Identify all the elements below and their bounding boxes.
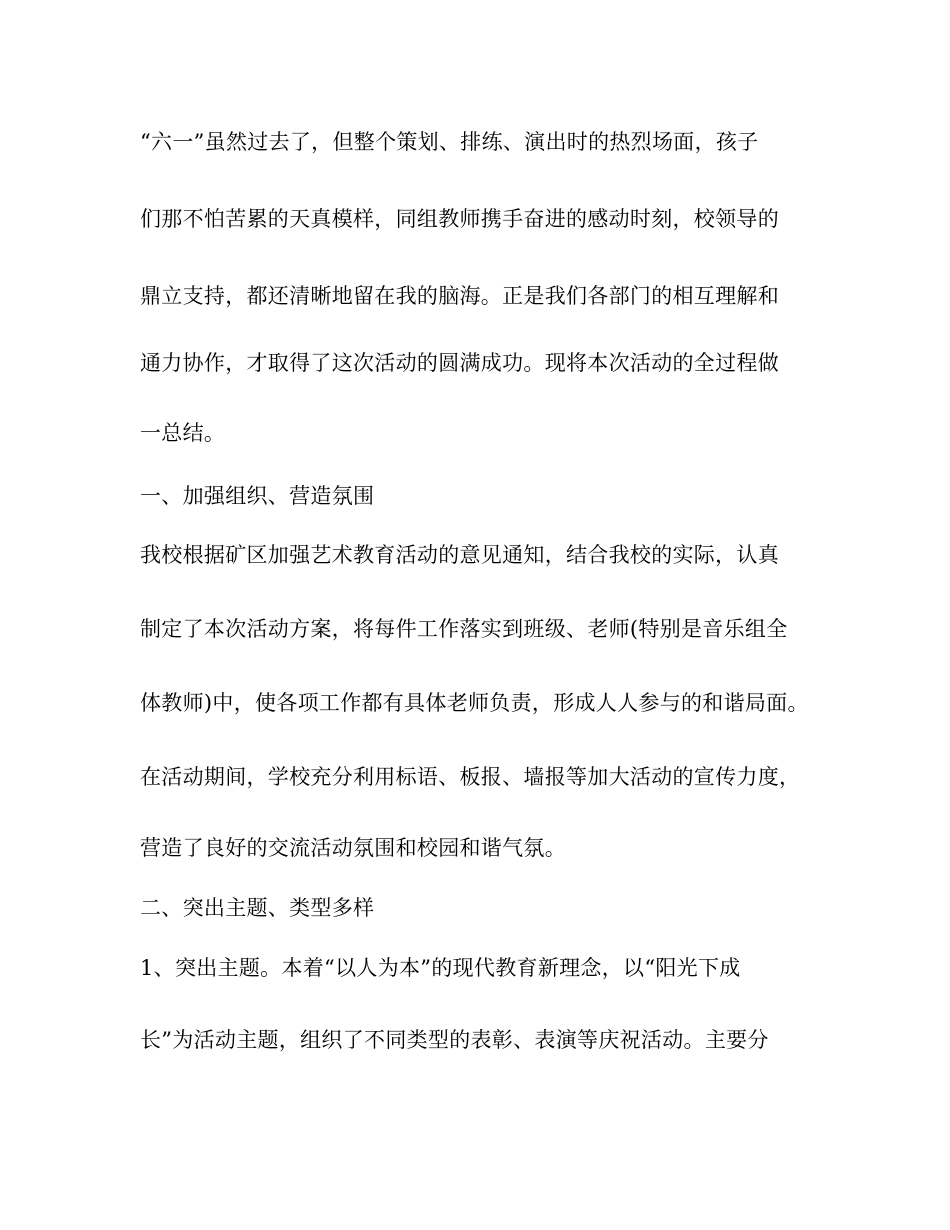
paragraph-line: 制定了本次活动方案，将每件工作落实到班级、老师(特别是音乐组全 (140, 617, 788, 641)
paragraph-line: 长”为活动主题，组织了不同类型的表彰、表演等庆祝活动。主要分 (140, 1028, 769, 1052)
section-heading: 二、突出主题、类型多样 (140, 896, 375, 920)
paragraph-line: 体教师)中，使各项工作都有具体老师负责，形成人人参与的和谐局面。 (140, 691, 809, 715)
section-heading: 一、加强组织、营造氛围 (140, 484, 375, 508)
paragraph-line: 们那不怕苦累的天真模样，同组教师携手奋进的感动时刻，校领导的 (140, 207, 779, 231)
paragraph-line: “六一”虽然过去了，但整个策划、排练、演出时的热烈场面，孩子 (140, 130, 759, 154)
paragraph-line: 一总结。 (140, 421, 226, 445)
paragraph-line: 通力协作，才取得了这次活动的圆满成功。现将本次活动的全过程做 (140, 351, 779, 375)
paragraph-line: 鼎立支持，都还清晰地留在我的脑海。正是我们各部门的相互理解和 (140, 284, 779, 308)
paragraph-line: 营造了良好的交流活动氛围和校园和谐气氛。 (140, 836, 566, 860)
paragraph-line: 在活动期间，学校充分利用标语、板报、墙报等加大活动的宣传力度， (140, 765, 801, 789)
paragraph-line: 我校根据矿区加强艺术教育活动的意见通知，结合我校的实际，认真 (140, 543, 779, 567)
paragraph-line: 1、突出主题。本着“以人为本”的现代教育新理念，以“阳光下成 (140, 956, 741, 980)
